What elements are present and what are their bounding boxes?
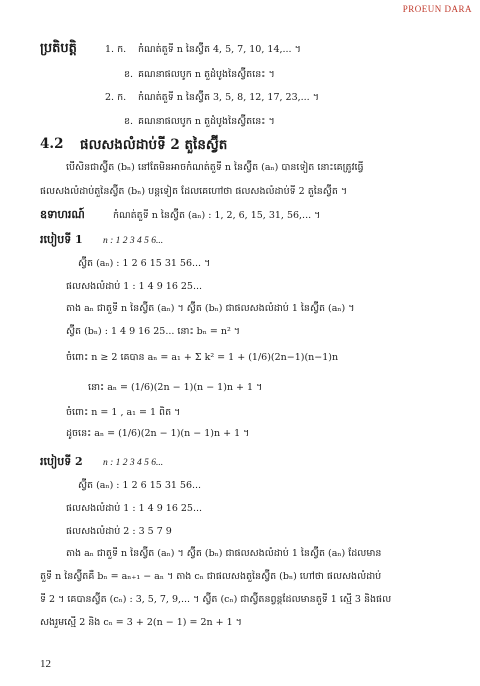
method-1-row-a: ស្វ៊ីត (aₙ) : 1 2 6 15 31 56... ។ bbox=[78, 258, 211, 269]
method-2-row-diff-2: ផលសងលំដាប់ 2 : 3 5 7 9 bbox=[66, 526, 172, 537]
author-header: PROEUN DARA bbox=[402, 4, 472, 14]
exercise-item-2b-text: គណនាផលបូក n តួដំបូងនៃស្វ៊ីតនេះ ។ bbox=[138, 116, 275, 127]
method-2-line-2: តួទី n នៃស្វ៊ីតគឺ bₙ = aₙ₊₁ − aₙ ។ តាង cₙ ជាផលសងតួនៃស្វ៊ីត (bₙ) ហៅថា ផលសងលំដាប់ bbox=[40, 571, 382, 582]
method-1-row-n: n : 1 2 3 4 5 6... bbox=[103, 236, 164, 246]
method-1-line-4: នោះ aₙ = (1/6)(2n − 1)(n − 1)n + 1 ។ bbox=[88, 382, 263, 393]
method-2-line-4: សងរួមស្មើ 2 និង cₙ = 3 + 2(n − 1) = 2n + 1 ។ bbox=[40, 617, 242, 628]
section-number: 4.2 bbox=[40, 136, 64, 152]
method-2-label: របៀបទី 2 bbox=[40, 455, 83, 468]
exercise-label: ប្រតិបត្តិ bbox=[40, 41, 77, 56]
example-text: កំណត់តួទី n នៃស្វ៊ីត (aₙ) : 1, 2, 6, 15, 31, 56,... ។ bbox=[113, 210, 321, 221]
exercise-item-2b-num: ខ. bbox=[124, 116, 134, 127]
section-title: ផលសងលំដាប់ទី 2 តួនៃស្វ៊ីត bbox=[80, 137, 228, 153]
method-2-line-3: ទី 2 ។ គេបានស្វ៊ីត (cₙ) : 3, 5, 7, 9,... ។ ស្វ៊ីត (cₙ) ជាស្វ៊ីតនព្វន្តដែលមានតួទី 1 ស្មើ 3 និងផល bbox=[40, 594, 392, 605]
method-1-row-diff: ផលសងលំដាប់ 1 : 1 4 9 16 25... bbox=[66, 281, 203, 292]
exercise-item-2a-num: 2. ក. bbox=[105, 92, 127, 103]
section-intro-line-1: បើសិនជាស្វ៊ីត (bₙ) នៅតែមិនអាចកំណត់តួទី n នៃស្វ៊ីត (aₙ) បានទៀត នោះគេត្រូវធ្វើ bbox=[66, 162, 364, 173]
method-1-line-6: ដូចនេះ aₙ = (1/6)(2n − 1)(n − 1)n + 1 ។ bbox=[66, 428, 250, 439]
method-2-line-1: តាង aₙ ជាតួទី n នៃស្វ៊ីត (aₙ) ។ ស្វ៊ីត (bₙ) ជាផលសងលំដាប់ 1 នៃស្វ៊ីត (aₙ) ដែលមាន bbox=[66, 548, 382, 559]
method-2-row-n: n : 1 2 3 4 5 6... bbox=[103, 458, 164, 468]
page-number: 12 bbox=[40, 658, 51, 670]
exercise-item-2a-text: កំណត់តួទី n នៃស្វ៊ីត 3, 5, 8, 12, 17, 23,... ។ bbox=[138, 92, 319, 103]
section-intro-line-2: ផលសងលំដាប់តួនៃស្វ៊ីត (bₙ) បន្តទៀត ដែលគេហៅថា ផលសងលំដាប់ទី 2 តួនៃស្វ៊ីត ។ bbox=[40, 186, 348, 197]
method-1-line-3: ចំពោះ n ≥ 2 គេបាន aₙ = a₁ + Σ k² = 1 + (1/6)(2n−1)(n−1)n bbox=[66, 352, 339, 363]
method-2-row-diff-1: ផលសងលំដាប់ 1 : 1 4 9 16 25... bbox=[66, 503, 203, 514]
method-2-row-a: ស្វ៊ីត (aₙ) : 1 2 6 15 31 56... bbox=[78, 480, 202, 491]
method-1-line-5: ចំពោះ n = 1 , a₁ = 1 ពិត ។ bbox=[66, 407, 181, 418]
example-label: ឧទាហរណ៍ bbox=[40, 208, 85, 221]
exercise-item-1a-num: 1. ក. bbox=[105, 44, 127, 55]
exercise-item-1a-text: កំណត់តួទី n នៃស្វ៊ីត 4, 5, 7, 10, 14,... ។ bbox=[138, 44, 301, 55]
method-1-line-1: តាង aₙ ជាតួទី n នៃស្វ៊ីត (aₙ) ។ ស្វ៊ីត (bₙ) ជាផលសងលំដាប់ 1 នៃស្វ៊ីត (aₙ) ។ bbox=[66, 303, 355, 314]
method-1-label: របៀបទី 1 bbox=[40, 233, 83, 246]
exercise-item-1b-text: គណនាផលបូក n តួដំបូងនៃស្វ៊ីតនេះ ។ bbox=[138, 69, 275, 80]
method-1-line-2: ស្វ៊ីត (bₙ) : 1 4 9 16 25... នោះ bₙ = n² ។ bbox=[66, 326, 241, 337]
exercise-item-1b-num: ខ. bbox=[124, 69, 134, 80]
